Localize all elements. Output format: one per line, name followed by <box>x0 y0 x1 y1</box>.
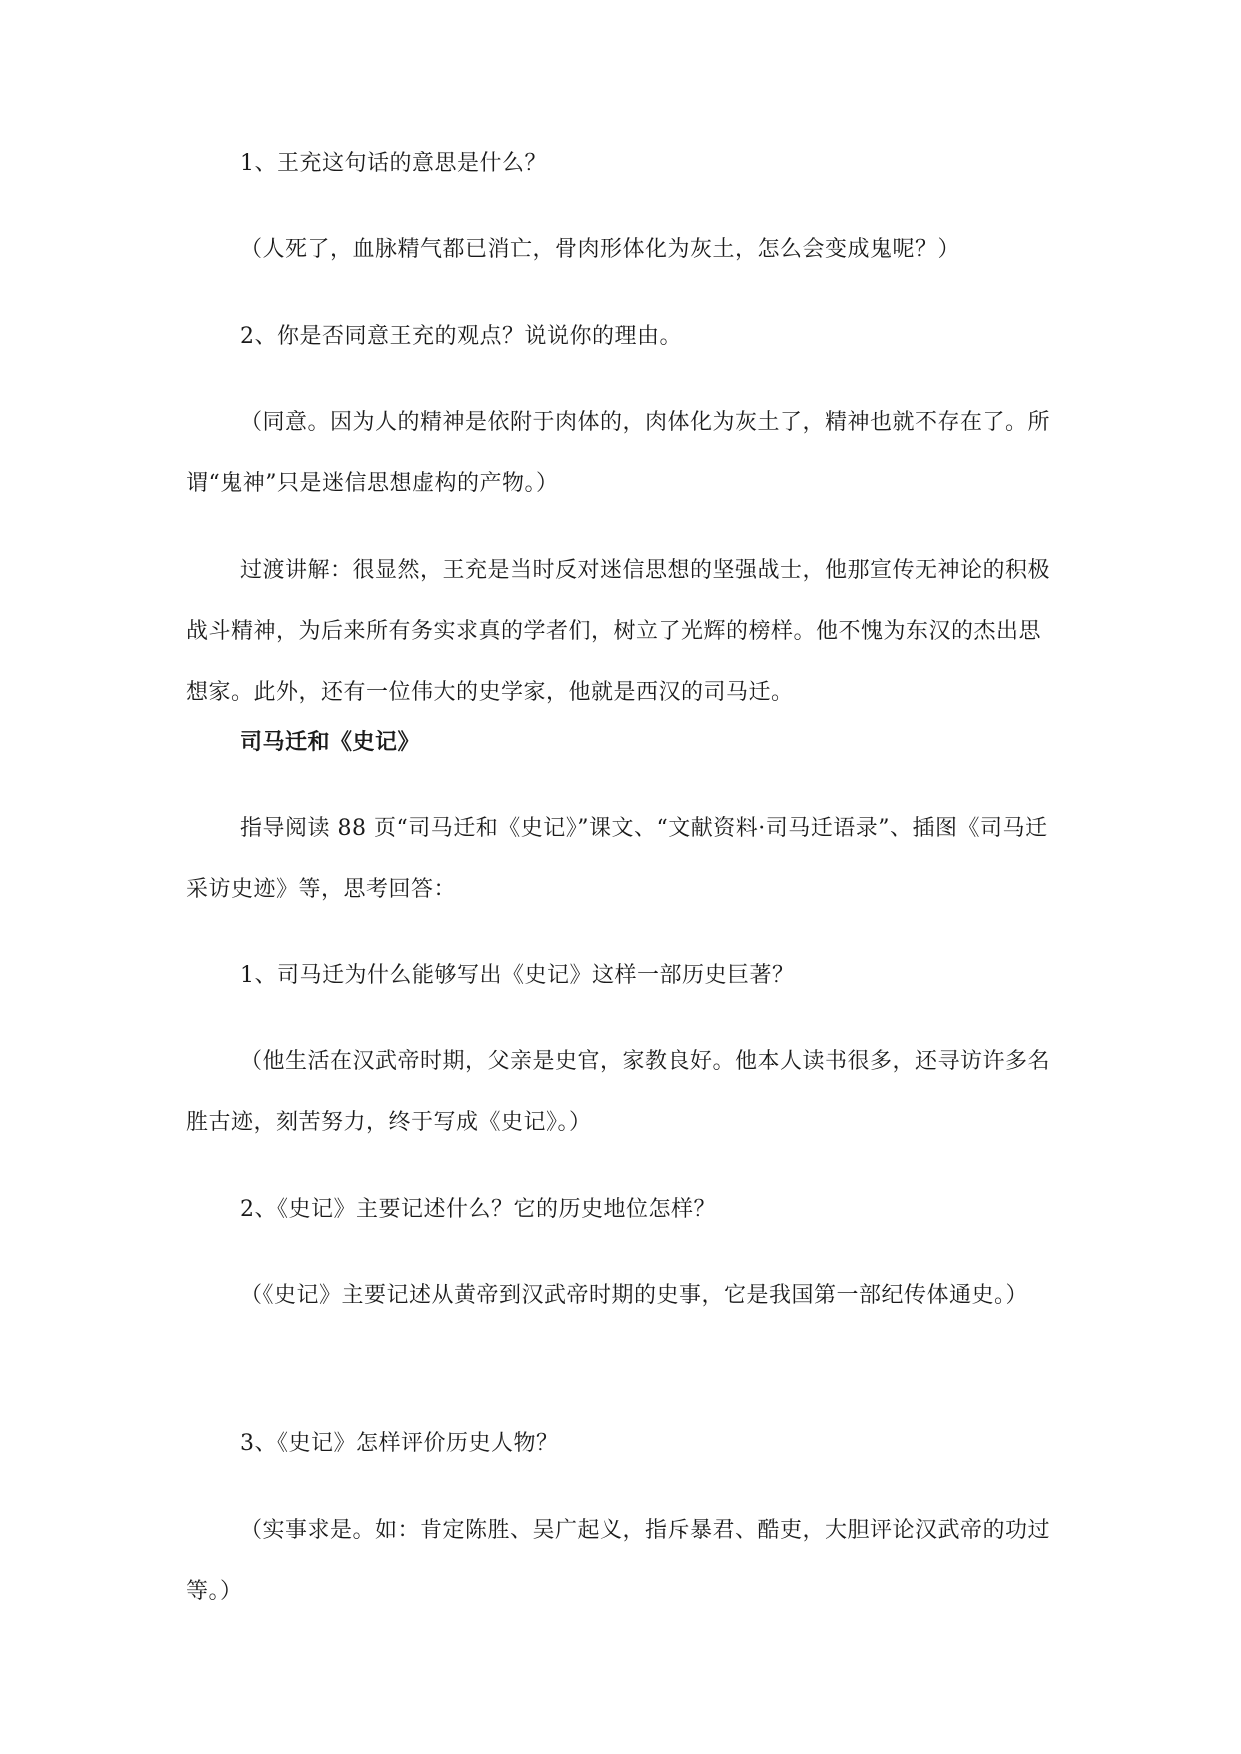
answer-1-sima-qian: （他生活在汉武帝时期，父亲是史官，家教良好。他本人读书很多，还寻访许多名胜古迹，刻苦努力，终于写成《史记》。） <box>186 1049 1051 1135</box>
question-1-sima-qian: 1、司马迁为什么能够写出《史记》这样一部历史巨著？ <box>240 963 795 988</box>
answer-2-wang-chong: （同意。因为人的精神是依附于肉体的，肉体化为灰土了，精神也就不存在了。所谓“鬼神”只是迷信思想虚构的产物。） <box>186 410 1051 496</box>
section-heading: 司马迁和《史记》 <box>240 730 421 755</box>
reading-guide-paragraph: 指导阅读 88 页“司马迁和《史记》”课文、“文献资料·司马迁语录”、插图《司马迁采访史迹》等，思考回答： <box>186 816 1048 902</box>
question-1-wang-chong: 1、王充这句话的意思是什么？ <box>240 151 547 176</box>
answer-3-shiji: （实事求是。如：肯定陈胜、吴广起义，指斥暴君、酷吏，大胆评论汉武帝的功过等。） <box>186 1518 1051 1604</box>
answer-1-wang-chong: （人死了，血脉精气都已消亡，骨肉形体化为灰土，怎么会变成鬼呢？） <box>240 237 961 262</box>
transition-paragraph: 过渡讲解：很显然，王充是当时反对迷信思想的坚强战士，他那宣传无神论的积极战斗精神，为后来所有务实求真的学者们，树立了光辉的榜样。他不愧为东汉的杰出思想家。此外，还有一位伟大的史学家，他就是西汉的司马迁。 <box>186 558 1051 705</box>
answer-2-shiji: （《史记》主要记述从黄帝到汉武帝时期的史事，它是我国第一部纪传体通史。） <box>240 1283 1029 1308</box>
question-3-shiji: 3、《史记》怎样评价历史人物？ <box>240 1431 559 1456</box>
question-2-shiji: 2、《史记》主要记述什么？它的历史地位怎样？ <box>240 1197 716 1222</box>
question-2-wang-chong: 2、你是否同意王充的观点？说说你的理由。 <box>240 324 682 349</box>
